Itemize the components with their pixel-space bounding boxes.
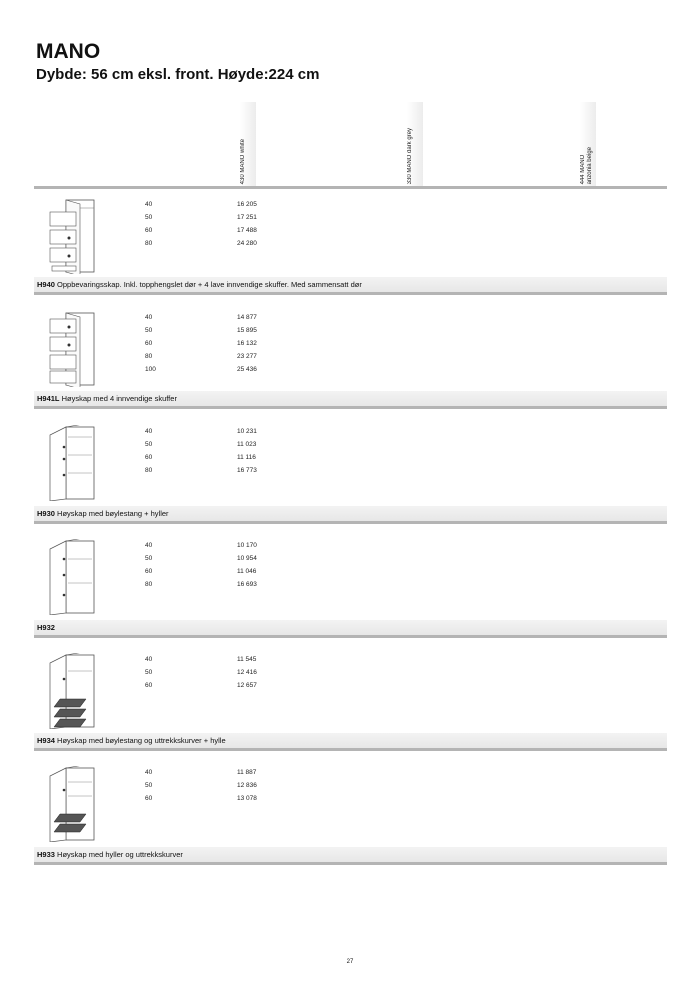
column-header-label: 430 MANO white [240,138,246,184]
page-subtitle: Dybde: 56 cm eksl. front. Høyde:224 cm [36,66,320,83]
size-cell: 60 [145,568,153,575]
product-code: H932 [37,623,55,632]
column-header-label: 330 MANO dark grey [407,127,413,184]
size-cell: 80 [145,240,153,247]
product-caption-bar [34,277,667,292]
price-cell: 10 170 [237,542,257,549]
size-cell: 80 [145,353,153,360]
cabinet-drawers-icon [46,198,100,274]
price-cell: 13 078 [237,795,257,802]
product-caption-bar [34,506,667,521]
price-cell: 17 251 [237,214,257,221]
product-code: H941L [37,394,60,403]
section-divider [34,748,667,751]
section-divider [34,635,667,638]
price-cell: 16 773 [237,467,257,474]
price-list [237,653,257,692]
price-cell: 10 231 [237,428,257,435]
size-cell: 40 [145,542,153,549]
price-cell: 17 488 [237,227,257,234]
price-cell: 25 436 [237,366,257,373]
product-caption-bar [34,391,667,406]
column-header-label: 444 MANO anzonia beige [580,146,593,184]
size-cell: 80 [145,581,153,588]
size-cell: 50 [145,782,153,789]
cabinet-baskets-icon [46,653,100,729]
size-cell: 40 [145,428,153,435]
size-cell: 60 [145,454,153,461]
product-description: Oppbevaringsskap. Inkl. topphengslet dør + 4 lave innvendige skuffer. Med sammensatt dør [54,280,362,289]
size-cell: 40 [145,314,153,321]
product-section-h941l [34,311,667,409]
cabinet-baskets-icon [46,766,100,842]
size-cell: 50 [145,669,153,676]
size-list [145,311,156,376]
size-list [145,198,152,250]
price-cell: 12 657 [237,682,257,689]
product-section-h930 [34,425,667,523]
product-description: Høyskap med bøylestang og uttrekkskurver + hylle [54,736,226,745]
cabinet-open-door-icon [46,539,100,615]
price-cell: 14 877 [237,314,257,321]
product-caption [37,391,177,406]
price-cell: 10 954 [237,555,257,562]
column-header-dark-grey [407,102,425,186]
product-code: H934 [37,736,55,745]
price-cell: 15 895 [237,327,257,334]
product-caption-bar [34,620,667,635]
column-header-white [240,102,258,186]
size-cell: 100 [145,366,156,373]
section-divider [34,521,667,524]
price-list [237,425,257,477]
size-cell: 50 [145,441,153,448]
price-cell: 12 836 [237,782,257,789]
price-cell: 11 545 [237,656,257,663]
cabinet-drawers-icon [46,311,100,387]
product-caption-bar [34,733,667,748]
size-list [145,653,152,692]
section-divider [34,292,667,295]
price-cell: 11 023 [237,441,257,448]
price-cell: 16 205 [237,201,257,208]
size-cell: 40 [145,769,153,776]
price-cell: 11 046 [237,568,257,575]
column-header-anzonia-beige [580,102,598,186]
page-title: MANO [36,40,101,63]
price-list [237,311,257,376]
product-caption [37,733,226,748]
price-cell: 16 693 [237,581,257,588]
page-number: 27 [346,959,354,965]
product-description: Høyskap med hyller og uttrekkskurver [54,850,183,859]
product-description: Høyskap med 4 innvendige skuffer [59,394,177,403]
size-cell: 50 [145,214,153,221]
size-cell: 60 [145,340,153,347]
product-caption [37,620,55,635]
product-section-h932 [34,539,667,637]
size-cell: 60 [145,682,153,689]
size-cell: 40 [145,201,153,208]
price-list [237,766,257,805]
size-list [145,539,152,591]
section-divider [34,406,667,409]
product-section-h934 [34,653,667,751]
price-cell: 11 887 [237,769,257,776]
product-code: H940 [37,280,55,289]
product-caption [37,847,183,862]
size-list [145,766,152,805]
price-cell: 16 132 [237,340,257,347]
price-cell: 23 277 [237,353,257,360]
price-list [237,198,257,250]
section-divider [34,862,667,865]
product-code: H933 [37,850,55,859]
size-list [145,425,152,477]
price-cell: 11 116 [237,454,256,461]
size-cell: 50 [145,327,153,334]
product-section-h933 [34,766,667,866]
product-code: H930 [37,509,55,518]
size-cell: 50 [145,555,153,562]
product-caption-bar [34,847,667,862]
price-cell: 24 280 [237,240,257,247]
size-cell: 80 [145,467,153,474]
cabinet-open-door-icon [46,425,100,501]
size-cell: 40 [145,656,153,663]
product-caption [37,506,169,521]
header-divider [34,186,667,189]
size-cell: 60 [145,795,153,802]
size-cell: 60 [145,227,153,234]
price-list [237,539,257,591]
product-description: Høyskap med bøylestang + hyller [54,509,169,518]
product-section-h940 [34,198,667,296]
price-cell: 12 416 [237,669,257,676]
product-caption [37,277,362,292]
